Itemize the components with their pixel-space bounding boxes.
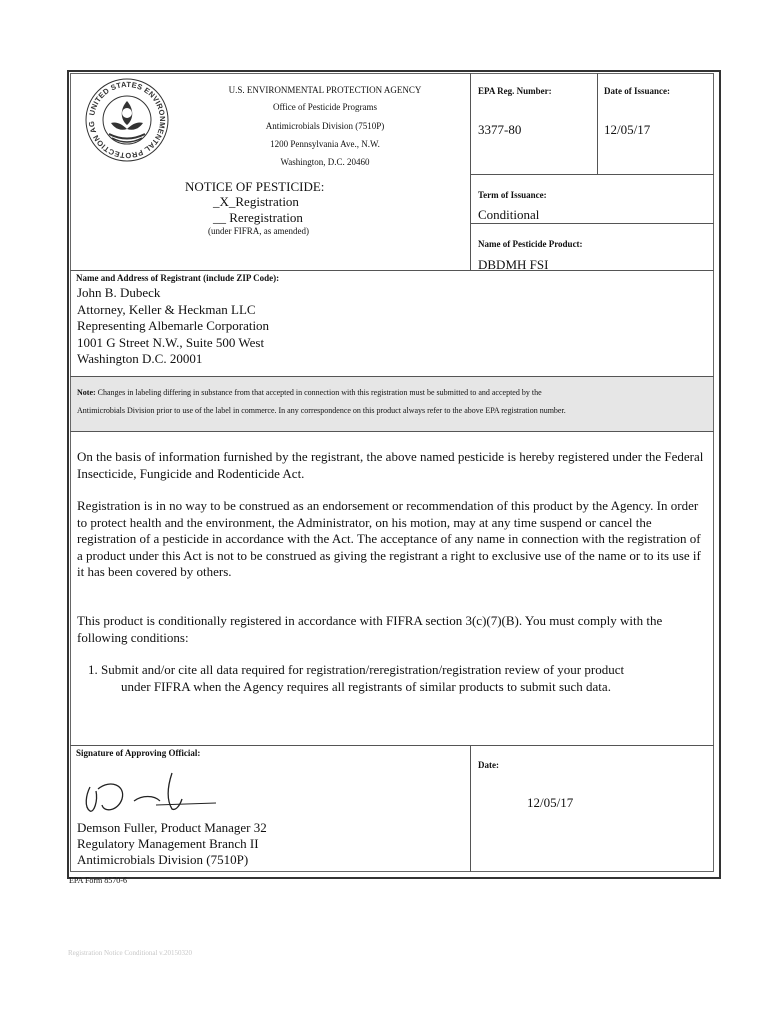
body-paragraph-disclaimer: Registration is in no way to be construed as an endorsement or recommendation of this product by the Agency. In order to protect health and the environment, the Administrator, on his motion, may at any time suspend or cancel the registration of a pesticide in accordance with the Act. The acceptance of any name in connection with the registration of a product under this Act is not to be construed as giving the registrant a right to exclusive use of the name or to its use if it has been covered by others. bbox=[77, 498, 701, 579]
reregistration-option: __ Reregistration bbox=[213, 210, 303, 225]
official-line: Regulatory Management Branch II bbox=[77, 836, 259, 851]
note-bottom-line bbox=[70, 431, 714, 432]
term-value: Conditional bbox=[478, 207, 540, 222]
product-top-line bbox=[470, 223, 714, 224]
handwritten-signature bbox=[76, 765, 226, 817]
notice-title: NOTICE OF PESTICIDE: bbox=[185, 179, 325, 194]
city-address: Washington, D.C. 20460 bbox=[280, 157, 370, 167]
footer-version: Registration Notice Conditional v.20150320 bbox=[68, 949, 192, 957]
epa-seal-logo bbox=[84, 77, 170, 163]
registrant-line: Washington D.C. 20001 bbox=[77, 351, 203, 366]
header-divider-vertical bbox=[470, 73, 471, 271]
note-band bbox=[71, 377, 713, 431]
official-name-block bbox=[77, 820, 267, 868]
reg-date-divider bbox=[597, 73, 598, 174]
registration-option: _X_Registration bbox=[213, 194, 299, 209]
body-paragraph-basis: On the basis of information furnished by the registrant, the above named pesticide is hereby registered under the Federal Insecticide, Fungicide and Rodenticide Act. bbox=[77, 449, 704, 481]
note-label: Note: bbox=[77, 388, 96, 397]
registrant-label: Name and Address of Registrant (include ZIP Code): bbox=[76, 273, 280, 283]
note-text-1: Changes in labeling differing in substance from that accepted in connection with this registration must be submitted to and accepted by the bbox=[97, 388, 542, 397]
date-label: Date: bbox=[478, 760, 499, 770]
date-value: 12/05/17 bbox=[527, 795, 574, 810]
registrant-top-line bbox=[70, 270, 714, 271]
agency-name: U.S. ENVIRONMENTAL PROTECTION AGENCY bbox=[228, 85, 422, 95]
signature-label: Signature of Approving Official: bbox=[76, 748, 201, 758]
issuance-date-label: Date of Issuance: bbox=[604, 86, 670, 96]
official-line: Demson Fuller, Product Manager 32 bbox=[77, 820, 267, 835]
registrant-line: 1001 G Street N.W., Suite 500 West bbox=[77, 334, 265, 350]
signature-date-divider bbox=[470, 745, 471, 872]
signature-top-line bbox=[70, 745, 714, 746]
note-line-1 bbox=[77, 388, 542, 397]
svg-text:UNITED STATES ENVIRONMENTAL PR: UNITED STATES ENVIRONMENTAL PROTECTION AG bbox=[86, 79, 168, 161]
street-address: 1200 Pennsylvania Ave., N.W. bbox=[270, 139, 380, 149]
product-name-label: Name of Pesticide Product: bbox=[478, 239, 583, 249]
under-fifra-note: (under FIFRA, as amended) bbox=[208, 226, 309, 236]
condition-item-1-line-2: under FIFRA when the Agency requires all registrants of similar products to submit such data. bbox=[121, 679, 611, 694]
product-name-value: DBDMH FSI bbox=[478, 257, 549, 272]
registrant-address bbox=[77, 285, 269, 368]
reg-number-label: EPA Reg. Number: bbox=[478, 86, 552, 96]
form-id: EPA Form 8570-6 bbox=[69, 876, 127, 885]
official-line: Antimicrobials Division (7510P) bbox=[77, 852, 249, 867]
condition-item-1-line-1: 1. Submit and/or cite all data required for registration/reregistration/registration review of your product bbox=[88, 662, 625, 677]
issuance-date-value: 12/05/17 bbox=[604, 122, 651, 137]
office-name: Office of Pesticide Programs bbox=[272, 102, 378, 112]
registrant-line: Representing Albemarle Corporation bbox=[77, 318, 270, 333]
reg-number-value: 3377-80 bbox=[478, 122, 522, 137]
registrant-line: Attorney, Keller & Heckman LLC bbox=[77, 301, 256, 317]
term-top-line bbox=[470, 174, 714, 175]
note-text-2: Antimicrobials Division prior to use of the label in commerce. In any correspondence on this product always refer to the above EPA registration number. bbox=[77, 406, 566, 415]
term-label: Term of Issuance: bbox=[478, 190, 547, 200]
registrant-line: John B. Dubeck bbox=[77, 285, 161, 300]
division-name: Antimicrobials Division (7510P) bbox=[265, 121, 385, 131]
body-paragraph-conditional: This product is conditionally registered in accordance with FIFRA section 3(c)(7)(B). You must comply with the following conditions: bbox=[77, 613, 663, 645]
